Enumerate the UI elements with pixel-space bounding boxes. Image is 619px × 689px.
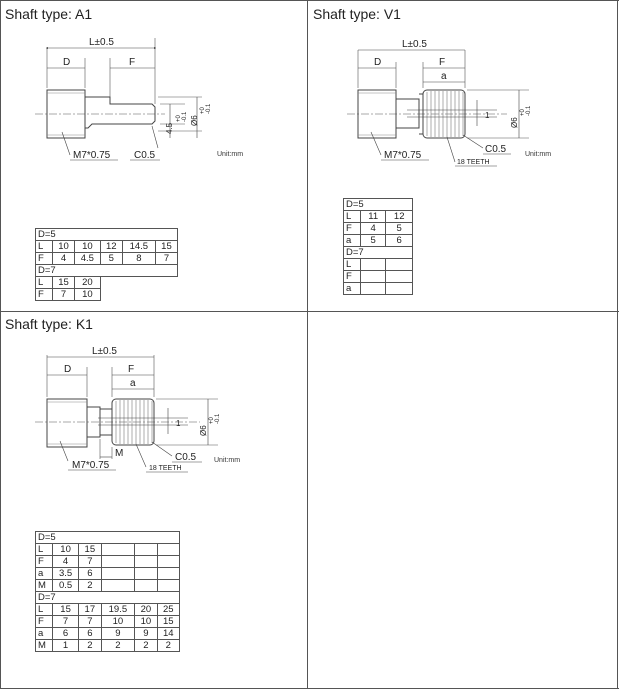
a1-dim-flat: 4.5 [165, 122, 174, 134]
a1-dim-l: L±0.5 [89, 37, 114, 48]
table-row: M 0.5 2 [36, 580, 180, 592]
k1-thread: M7*0.75 [72, 460, 110, 471]
a1-dim-dia-tol: +0 [200, 107, 206, 114]
v1-thread: M7*0.75 [384, 150, 422, 161]
a1-chamfer: C0.5 [134, 150, 156, 161]
a1-dim-d: D [63, 57, 71, 68]
k1-drawing [0, 311, 307, 511]
v1-group2-title: D=7 [344, 247, 413, 259]
k1-slot: 1 [176, 419, 181, 428]
v1-drawing [307, 0, 617, 200]
a1-group2-title: D=7 [36, 265, 178, 277]
table-row: F [344, 271, 413, 283]
k1-group1-title: D=5 [36, 532, 180, 544]
v1-teeth: 18 TEETH [457, 159, 490, 166]
cell-v1-title: Shaft type: V1 [313, 6, 401, 22]
v1-chamfer: C0.5 [485, 144, 507, 155]
table-row: F 7 7 10 10 15 [36, 616, 180, 628]
k1-unit: Unit:mm [214, 457, 241, 464]
k1-dim-dia: Ø6 [199, 425, 208, 436]
v1-dim-a: a [441, 71, 447, 82]
table-row: L 11 12 [344, 211, 413, 223]
v1-shaft-svg [307, 0, 617, 200]
k1-dim-f: F [128, 364, 135, 375]
v1-dim-f: F [439, 57, 446, 68]
a1-unit: Unit:mm [217, 151, 244, 158]
k1-chamfer: C0.5 [175, 452, 197, 463]
k1-dim-m: M [115, 448, 124, 459]
frame-right [617, 0, 618, 689]
a1-spec-table [35, 228, 178, 301]
table-row: M 1 2 2 2 2 [36, 640, 180, 652]
v1-dim-d: D [374, 57, 382, 68]
a1-dim-f: F [129, 57, 136, 68]
table-row: L 15 17 19.5 20 25 [36, 604, 180, 616]
table-row: F 4 7 [36, 556, 180, 568]
a1-drawing [0, 0, 307, 220]
table-row: F 4 5 [344, 223, 413, 235]
a1-dim-dia-tol2: -0.1 [206, 103, 212, 114]
table-row: F 7 10 [36, 289, 178, 301]
a1-dim-dia: Ø6 [190, 115, 199, 126]
k1-teeth: 18 TEETH [149, 465, 182, 472]
a1-thread: M7*0.75 [73, 150, 111, 161]
v1-dim-l: L±0.5 [402, 39, 427, 50]
cell-k1-title: Shaft type: K1 [5, 316, 93, 332]
table-row: a 6 6 9 9 14 [36, 628, 180, 640]
v1-dim-dia-tol2: -0.1 [526, 105, 532, 116]
table-row: a [344, 283, 413, 295]
k1-dim-dia-tol2: -0.1 [215, 413, 221, 424]
v1-spec-table [343, 198, 413, 295]
k1-dim-d: D [64, 364, 72, 375]
v1-dim-dia: Ø6 [510, 117, 519, 128]
k1-spec-table [35, 531, 180, 652]
a1-group1-title: D=5 [36, 229, 178, 241]
k1-dim-dia-tol: +0 [209, 417, 215, 424]
a1-dim-flat-tol2: -0.1 [182, 111, 188, 122]
k1-shaft-svg [0, 311, 307, 511]
table-row: a 3.5 6 [36, 568, 180, 580]
k1-dim-a: a [130, 378, 136, 389]
v1-unit: Unit:mm [525, 151, 552, 158]
table-row: L 10 10 12 14.5 15 [36, 241, 178, 253]
v1-slot: 1 [485, 111, 490, 120]
table-row: a 5 6 [344, 235, 413, 247]
table-row: L 15 20 [36, 277, 178, 289]
k1-group2-title: D=7 [36, 592, 180, 604]
v1-group1-title: D=5 [344, 199, 413, 211]
table-row: L [344, 259, 413, 271]
a1-dim-flat-tol: +0 [176, 115, 182, 122]
cell-a1-title: Shaft type: A1 [5, 6, 93, 22]
table-row: F 4 4.5 5 8 7 [36, 253, 178, 265]
k1-dim-l: L±0.5 [92, 346, 117, 357]
a1-shaft-svg [0, 0, 307, 220]
table-row: L 10 15 [36, 544, 180, 556]
v1-dim-dia-tol: +0 [520, 109, 526, 116]
